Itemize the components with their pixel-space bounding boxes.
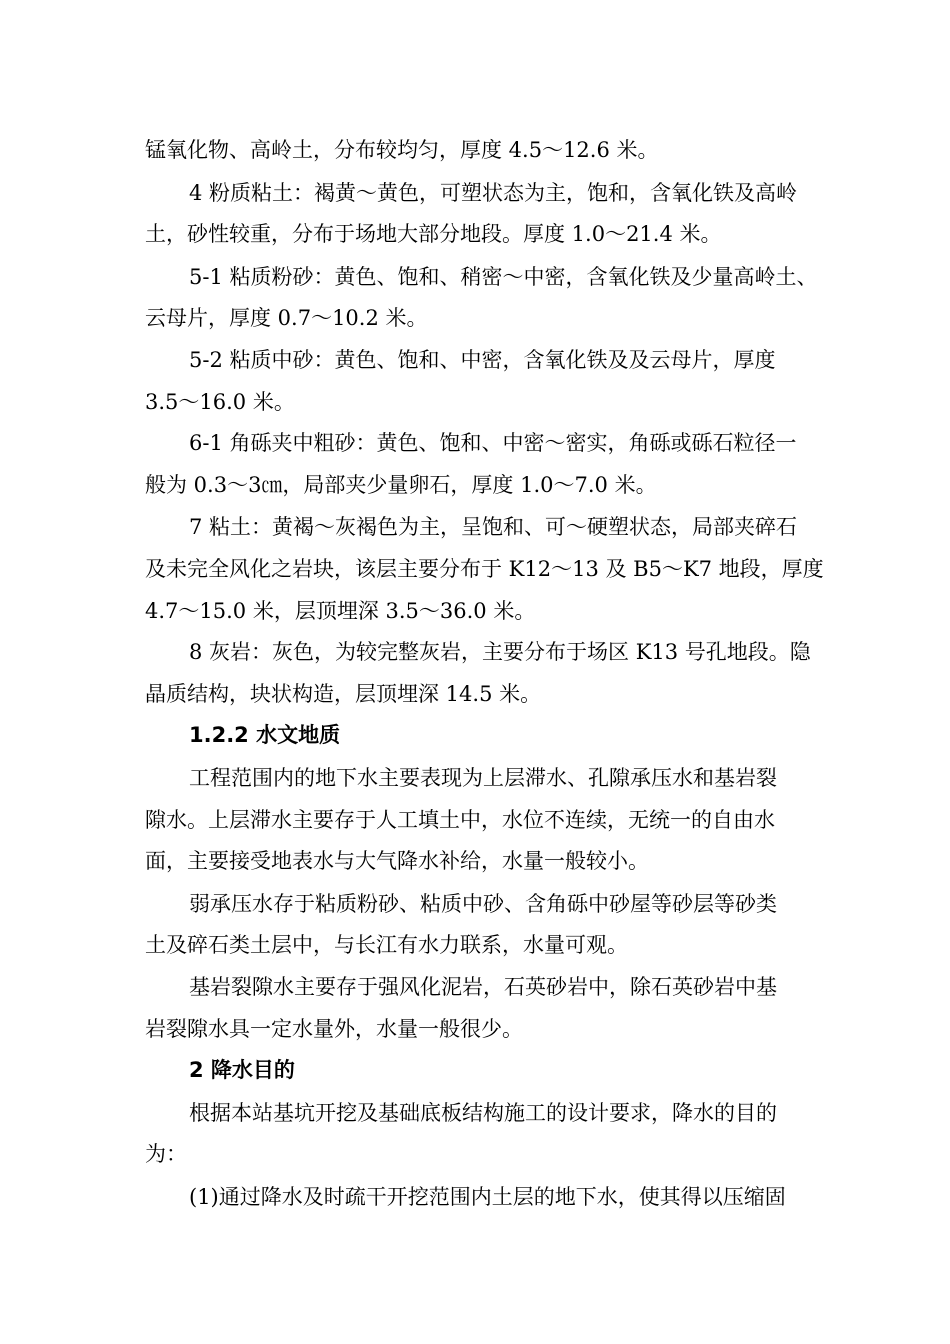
text-line: 弱承压水存于粘质粉砂、粘质中砂、含角砾中砂屋等砂层等砂类 [189,892,777,916]
text-line: 5-2 粘质中砂：黄色、饱和、中密，含氧化铁及及云母片，厚度 [189,348,776,372]
text-line: 8 灰岩：灰色，为较完整灰岩，主要分布于场区 K13 号孔地段。隐 [189,640,811,664]
text-line: 5-1 粘质粉砂：黄色、饱和、稍密～中密，含氧化铁及少量高岭土、 [189,265,818,289]
text-line: 土及碎石类土层中，与长江有水力联系，水量可观。 [145,933,628,957]
text-line: 4.7～15.0 米，层顶埋深 3.5～36.0 米。 [145,599,536,623]
text-line: 4 粉质粘土：褐黄～黄色，可塑状态为主，饱和，含氧化铁及高岭 [189,181,798,205]
section-heading: 1.2.2 水文地质 [189,723,341,747]
section-heading: 2 降水目的 [189,1058,295,1082]
text-line: 面，主要接受地表水与大气降水补给，水量一般较小。 [145,849,649,873]
text-line: 7 粘土：黄褐～灰褐色为主，呈饱和、可～硬塑状态，局部夹碎石 [189,515,798,539]
text-line: 工程范围内的地下水主要表现为上层滞水、孔隙承压水和基岩裂 [189,766,777,790]
text-line: 为： [145,1142,187,1166]
text-line: 晶质结构，块状构造，层顶埋深 14.5 米。 [145,682,542,706]
text-line: 土，砂性较重，分布于场地大部分地段。厚度 1.0～21.4 米。 [145,222,722,246]
text-line: 基岩裂隙水主要存于强风化泥岩，石英砂岩中，除石英砂岩中基 [189,975,777,999]
text-line: 及未完全风化之岩块，该层主要分布于 K12～13 及 B5～K7 地段，厚度 [145,557,824,581]
text-line: 锰氧化物、高岭土，分布较均匀，厚度 4.5～12.6 米。 [145,138,659,162]
text-line: 3.5～16.0 米。 [145,390,295,414]
text-line: 般为 0.3～3㎝，局部夹少量卵石，厚度 1.0～7.0 米。 [145,473,657,497]
text-line: 隙水。上层滞水主要存于人工填土中，水位不连续，无统一的自由水 [145,808,775,832]
text-line: (1)通过降水及时疏干开挖范围内土层的地下水，使其得以压缩固 [189,1185,786,1209]
text-line: 根据本站基坑开挖及基础底板结构施工的设计要求，降水的目的 [189,1101,777,1125]
text-line: 岩裂隙水具一定水量外，水量一般很少。 [145,1017,523,1041]
text-line: 云母片，厚度 0.7～10.2 米。 [145,306,428,330]
text-line: 6-1 角砾夹中粗砂：黄色、饱和、中密～密实，角砾或砾石粒径一 [189,431,797,455]
